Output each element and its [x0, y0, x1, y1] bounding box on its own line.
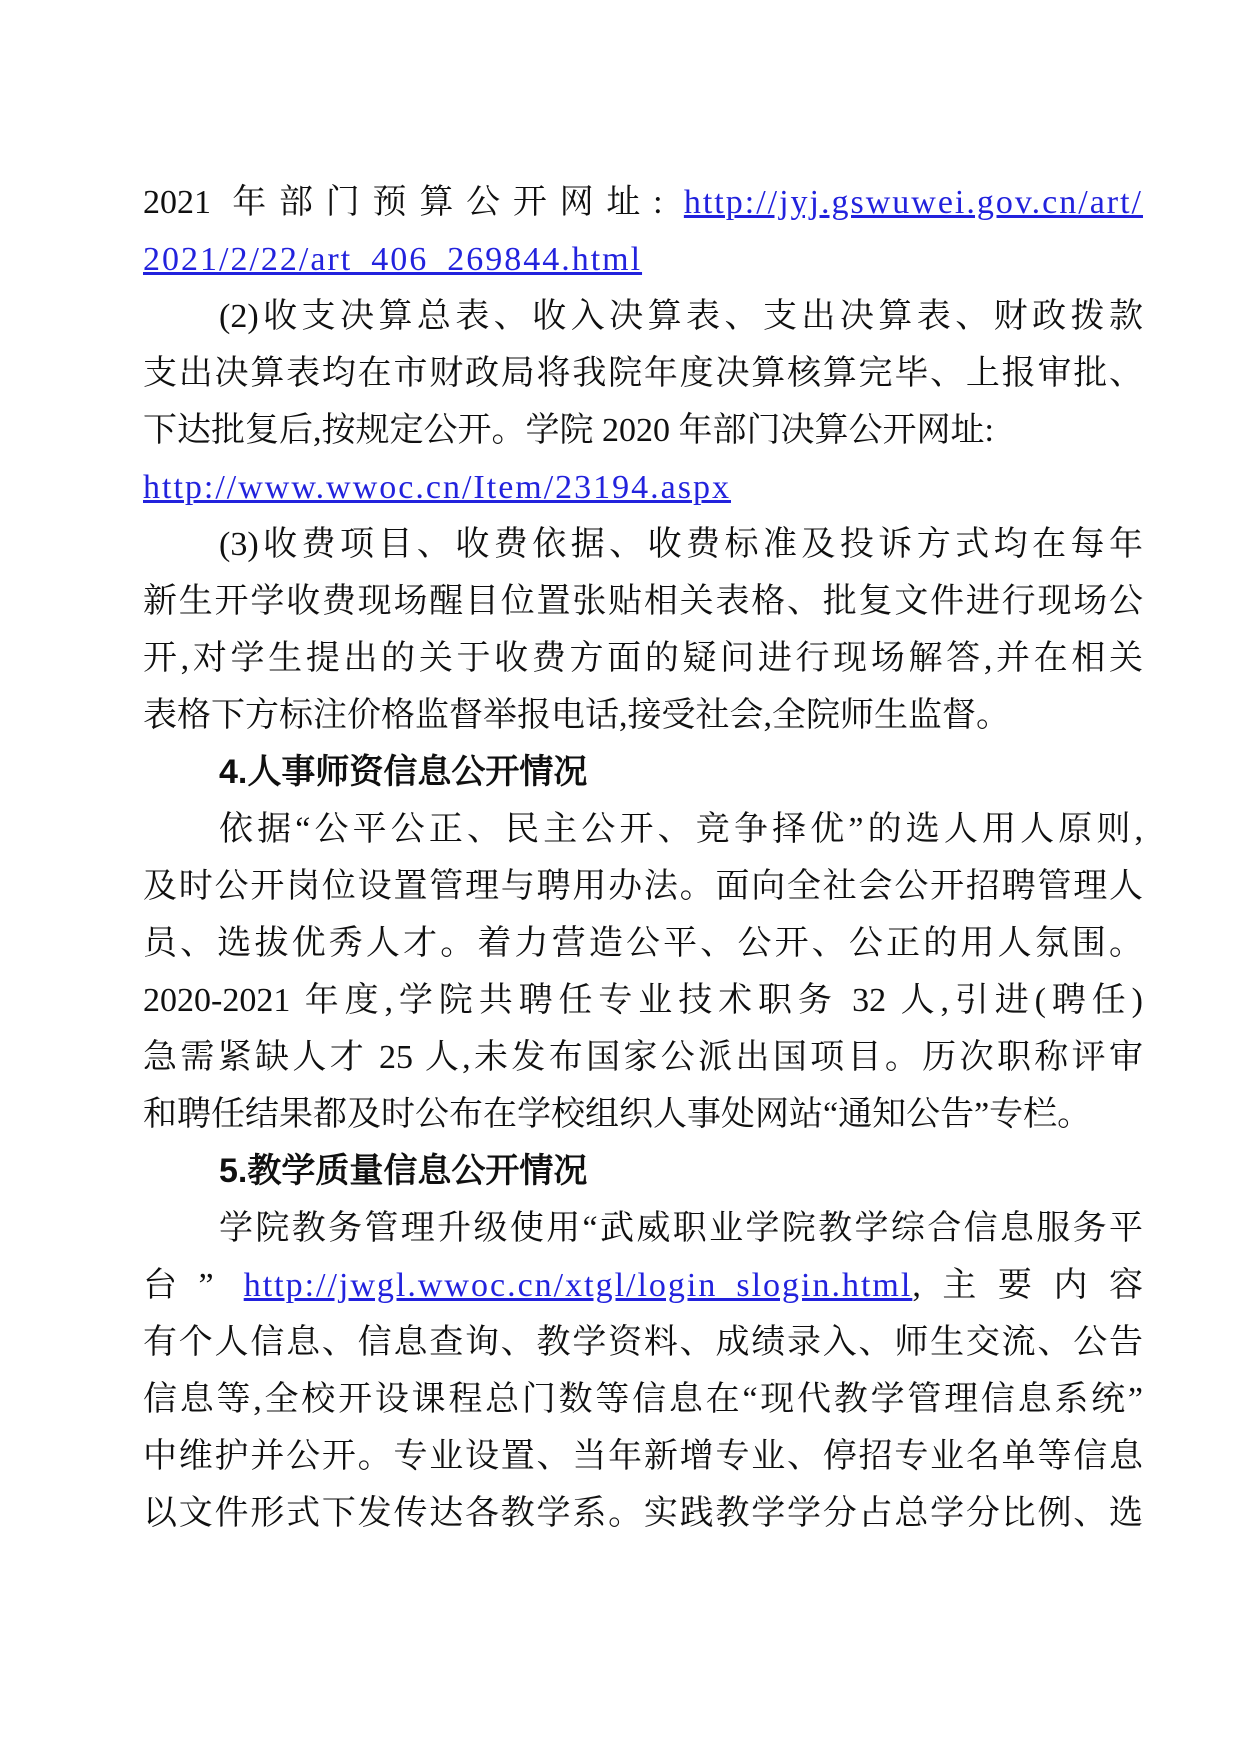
body-text-run: 2020-2021 年度,学院共聘任专业技术职务 32 人,引进(聘任) — [143, 982, 1143, 1019]
body-text-run: (3)收费项目、收费依据、收费标准及投诉方式均在每年 — [219, 526, 1143, 563]
body-text-run: 新生开学收费现场醒目位置张贴相关表格、批复文件进行现场公 — [143, 583, 1143, 620]
hyperlink[interactable]: 2021/2/22/art_406_269844.html — [143, 241, 643, 278]
body-text-run: 依据“公平公正、民主公开、竞争择优”的选人用人原则, — [219, 811, 1143, 848]
body-text-run: (2)收支决算总表、收入决算表、支出决算表、财政拨款 — [219, 298, 1143, 335]
section-heading: 5.教学质量信息公开情况 — [219, 1152, 588, 1190]
text-line — [143, 1029, 1143, 1086]
document-text-block — [143, 174, 1143, 1542]
text-line — [143, 1314, 1143, 1371]
body-text-run: 表格下方标注价格监督举报电话,接受社会,全院师生监督。 — [143, 697, 1010, 734]
text-line — [143, 1143, 1143, 1200]
text-line — [143, 744, 1143, 801]
text-line — [143, 345, 1143, 402]
body-text-run: 以文件形式下发传达各教学系。实践教学学分占总学分比例、选 — [143, 1495, 1143, 1532]
body-text-run: 台” — [143, 1267, 244, 1304]
body-text-run: 员、选拔优秀人才。着力营造公平、公开、公正的用人氛围。 — [143, 925, 1143, 962]
body-text-run: 及时公开岗位设置管理与聘用办法。面向全社会公开招聘管理人 — [143, 868, 1143, 905]
hyperlink[interactable]: http://jwgl.wwoc.cn/xtgl/login_slogin.html — [243, 1267, 913, 1304]
body-text-run: 中维护并公开。专业设置、当年新增专业、停招专业名单等信息 — [143, 1438, 1143, 1475]
body-text-run: 和聘任结果都及时公布在学校组织人事处网站“通知公告”专栏。 — [143, 1096, 1092, 1133]
text-line — [143, 1257, 1143, 1314]
body-text-run: 急需紧缺人才 25 人,未发布国家公派出国项目。历次职称评审 — [143, 1039, 1143, 1076]
text-line — [143, 573, 1143, 630]
hyperlink[interactable]: http://jyj.gswuwei.gov.cn/art/ — [683, 184, 1143, 221]
section-heading: 4.人事师资信息公开情况 — [219, 753, 588, 791]
text-line — [143, 288, 1143, 345]
body-text-run: ,主要内容 — [912, 1267, 1144, 1304]
text-line — [143, 1371, 1143, 1428]
body-text-run: 信息等,全校开设课程总门数等信息在“现代教学管理信息系统” — [143, 1381, 1143, 1418]
hyperlink[interactable]: http://www.wwoc.cn/Item/23194.aspx — [143, 469, 731, 506]
text-line — [143, 630, 1143, 687]
text-line — [143, 459, 1143, 516]
text-line — [143, 1428, 1143, 1485]
body-text-run: 开,对学生提出的关于收费方面的疑问进行现场解答,并在相关 — [143, 640, 1143, 677]
text-line — [143, 858, 1143, 915]
body-text-run: 下达批复后,按规定公开。学院 2020 年部门决算公开网址: — [143, 412, 994, 449]
text-line — [143, 1485, 1143, 1542]
text-line — [143, 687, 1143, 744]
body-text-run: 支出决算表均在市财政局将我院年度决算核算完毕、上报审批、 — [143, 355, 1143, 392]
text-line — [143, 402, 1143, 459]
text-line — [143, 231, 1143, 288]
body-text-run: 学院教务管理升级使用“武威职业学院教学综合信息服务平 — [219, 1210, 1143, 1247]
text-line — [143, 1200, 1143, 1257]
text-line — [143, 801, 1143, 858]
text-line — [143, 972, 1143, 1029]
text-line — [143, 915, 1143, 972]
text-line — [143, 516, 1143, 573]
body-text-run: 2021 年部门预算公开网址: — [143, 184, 684, 221]
text-line — [143, 1086, 1143, 1143]
text-line — [143, 174, 1143, 231]
body-text-run: 有个人信息、信息查询、教学资料、成绩录入、师生交流、公告 — [143, 1324, 1143, 1361]
